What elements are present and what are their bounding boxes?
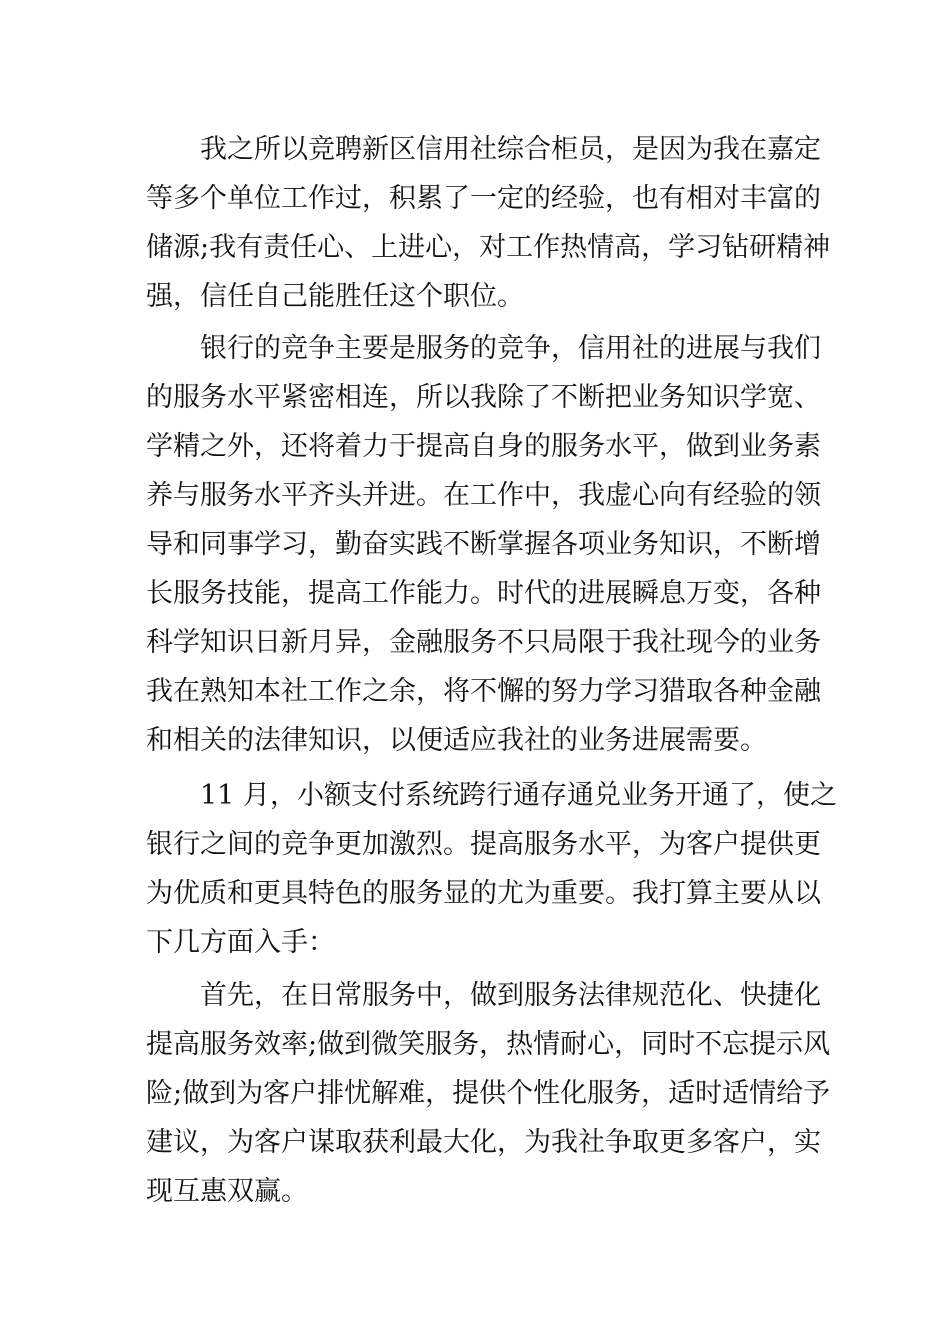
text-line: 建议，为客户谋取获利最大化，为我社争取更多客户，实 [146,1127,821,1158]
text-line: 科学知识日新月异，金融服务不只局限于我社现今的业务 [146,627,821,658]
text-line: 等多个单位工作过，积累了一定的经验，也有相对丰富的 [146,183,821,214]
text-line: 下几方面入手： [146,927,335,958]
text-line: 现互惠双赢。 [146,1176,308,1207]
text-line: 长服务技能，提高工作能力。时代的进展瞬息万变，各种 [146,578,821,609]
text-line: 首先，在日常服务中，做到服务法律规范化、快捷化 [200,980,821,1011]
text-line: 的服务水平紧密相连，所以我除了不断把业务知识学宽、 [146,382,821,413]
text-line: 银行的竞争主要是服务的竞争，信用社的进展与我们 [200,333,821,364]
text-line: 强，信任自己能胜任这个职位。 [146,281,524,312]
text-line: 和相关的法律知识，以便适应我社的业务进展需要。 [146,725,767,756]
text-line: 为优质和更具特色的服务显的尤为重要。我打算主要从以 [146,878,821,909]
text-line: 导和同事学习，勤奋实践不断掌握各项业务知识，不断增 [146,529,821,560]
text-line: 银行之间的竞争更加激烈。提高服务水平，为客户提供更 [146,829,821,860]
text-line: 养与服务水平齐头并进。在工作中，我虚心向有经验的领 [146,480,821,511]
text-line: 险;做到为客户排忧解难，提供个性化服务，适时适情给予 [146,1078,831,1109]
text-line: 11 月，小额支付系统跨行通存通兑业务开通了，使之 [200,780,837,811]
text-line: 我在熟知本社工作之余，将不懈的努力学习猎取各种金融 [146,676,821,707]
text-line: 学精之外，还将着力于提高自身的服务水平，做到业务素 [146,431,821,462]
text-line: 提高服务效率;做到微笑服务，热情耐心，同时不忘提示风 [146,1029,831,1060]
text-line: 我之所以竞聘新区信用社综合柜员，是因为我在嘉定 [200,134,821,165]
text-line: 储源;我有责任心、上进心，对工作热情高，学习钻研精神 [146,232,831,263]
